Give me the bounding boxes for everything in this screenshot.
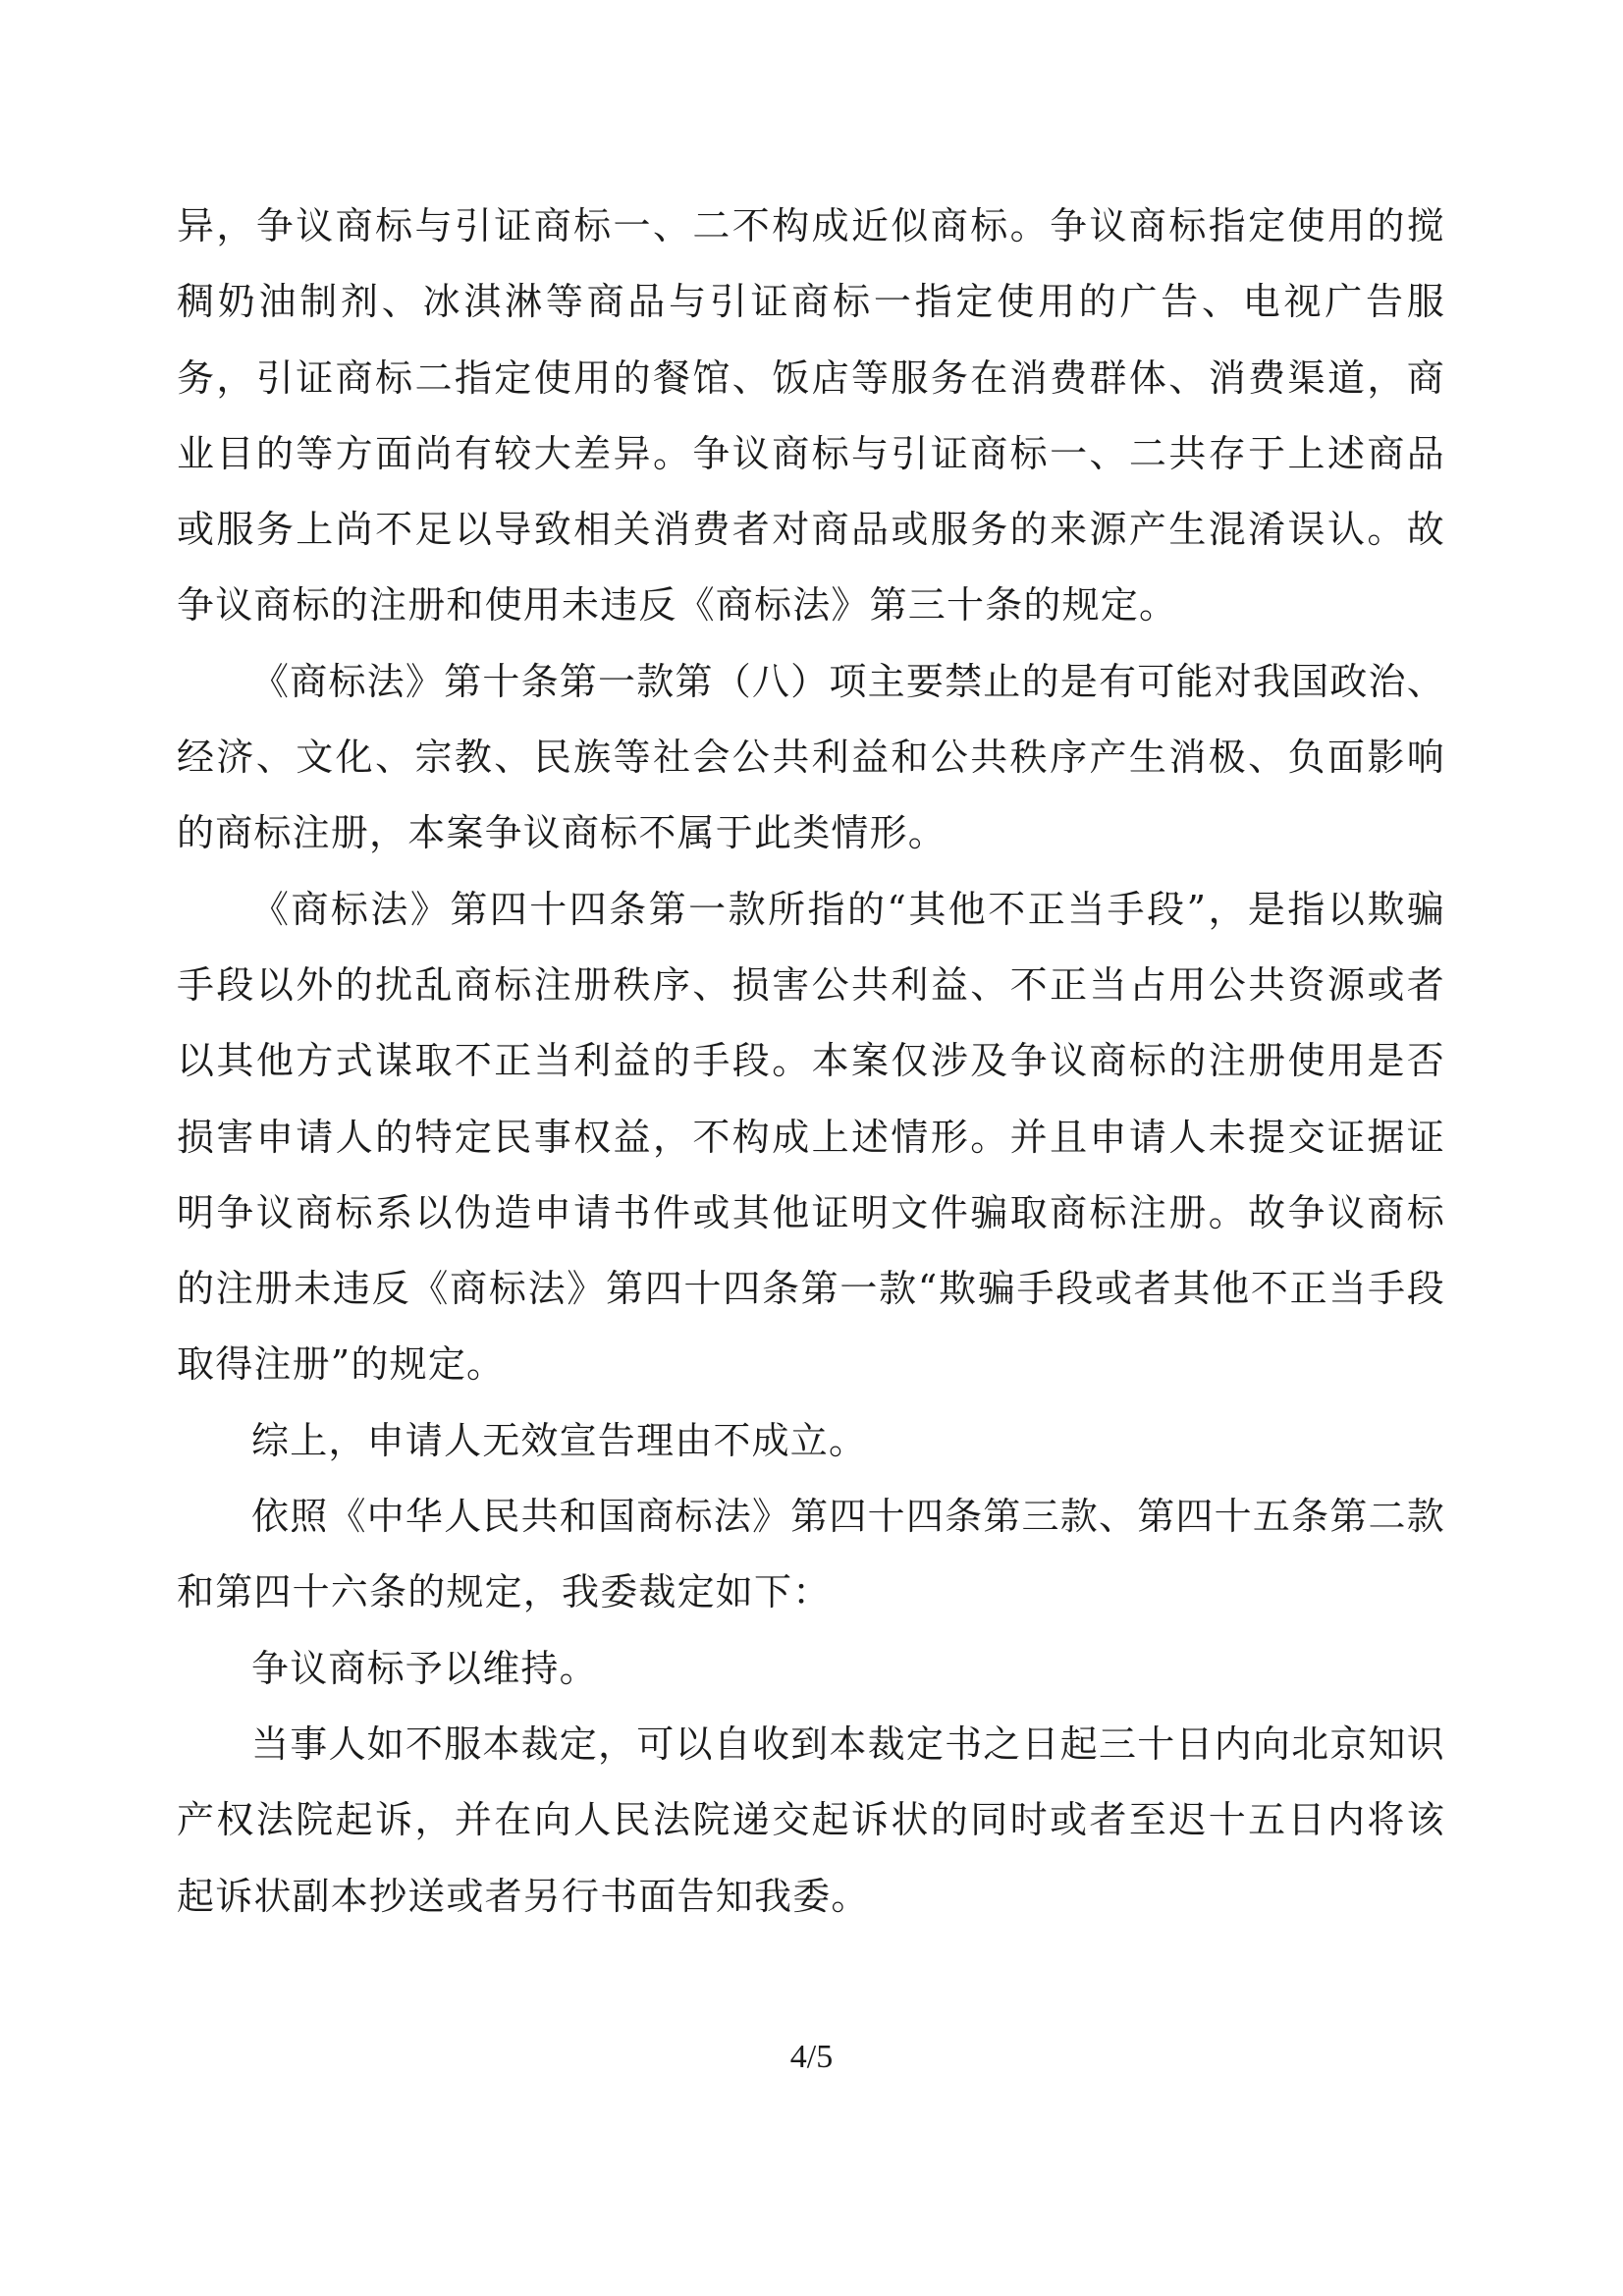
document-body bbox=[177, 189, 1445, 1935]
paragraph-article-44: 《商标法》第四十四条第一款所指的“其他不正当手段”，是指以欺骗手段以外的扰乱商标注册秩序、损害公共利益、不正当占用公共资源或者以其他方式谋取不正当利益的手段。本案仅涉及争议商标的注册使用是否损害申请人的特定民事权益，不构成上述情形。并且申请人未提交证据证明争议商标系以伪造申请书件或其他证明文件骗取商标注册。故争议商标的注册未违反《商标法》第四十四条第一款“欺骗手段或者其他不正当手段取得注册”的规定。 bbox=[177, 887, 1445, 1387]
paragraph-ruling: 争议商标予以维持。 bbox=[251, 1646, 598, 1690]
page-number: 4/5 bbox=[789, 2039, 834, 2075]
paragraph-summary: 综上，申请人无效宣告理由不成立。 bbox=[251, 1418, 868, 1462]
paragraph-article-10: 《商标法》第十条第一款第（八）项主要禁止的是有可能对我国政治、经济、文化、宗教、民族等社会公共利益和公共秩序产生消极、负面影响的商标注册，本案争议商标不属于此类情形。 bbox=[177, 659, 1445, 855]
paragraph-appeal-notice: 当事人如不服本裁定，可以自收到本裁定书之日起三十日内向北京知识产权法院起诉，并在向人民法院递交起诉状的同时或者至迟十五日内将该起诉状副本抄送或者另行书面告知我委。 bbox=[177, 1722, 1445, 1918]
paragraph-continued: 异，争议商标与引证商标一、二不构成近似商标。争议商标指定使用的搅稠奶油制剂、冰淇淋等商品与引证商标一指定使用的广告、电视广告服务，引证商标二指定使用的餐馆、饭店等服务在消费群体、消费渠道，商业目的等方面尚有较大差异。争议商标与引证商标一、二共存于上述商品或服务上尚不足以导致相关消费者对商品或服务的来源产生混淆误认。故争议商标的注册和使用未违反《商标法》第三十条的规定。 bbox=[177, 204, 1445, 628]
paragraph-legal-basis: 依照《中华人民共和国商标法》第四十四条第三款、第四十五条第二款和第四十六条的规定，我委裁定如下： bbox=[177, 1495, 1445, 1614]
